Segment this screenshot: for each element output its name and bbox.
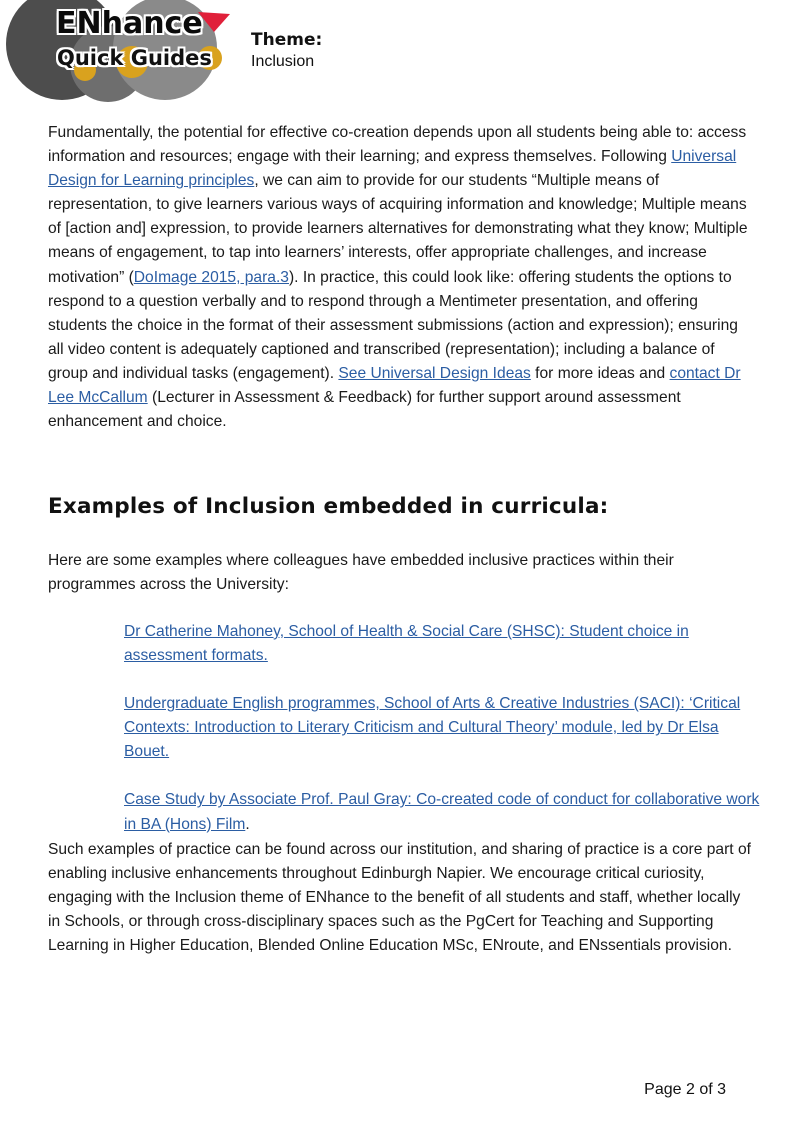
outro-paragraph: Such examples of practice can be found across our institution, and sharing of practice is a core part of enabling inclusive enhancements throughout Edinburgh Napier. We encourage critical curiosity, engaging with the Inclusion theme of ENhance to the benefit of all students and staff, whether locally in Schools, or through cross-disciplinary spaces such as the PgCert for Teaching and Supporting Learning in Higher Education, Blended Online Education MSc, ENroute, and ENssentials provision. xyxy=(48,841,751,955)
intro-text-5: (Lecturer in Assessment & Feedback) for further support around assessment enhancement and choice. xyxy=(48,389,681,431)
examples-heading: Examples of Inclusion embedded in curricula: xyxy=(48,494,609,519)
intro-text-2: , we can aim to provide for our students “Multiple means of representation, to give learners various ways of acquiring information and knowledge; Multiple means of [action and] expression, to provide learners alternatives for demonstrating what they know; Multiple means of engagement, to tap into learners’ interests, offer appropriate challenges, and increase motivation” ( xyxy=(48,172,748,286)
logo-quick-guides-text: Quick Guides xyxy=(57,46,212,70)
list-item xyxy=(124,620,764,668)
contact-lee-mccallum-link[interactable]: contact Dr Lee McCallum xyxy=(48,364,741,407)
intro-text-4: for more ideas and xyxy=(530,364,670,382)
udl-principles-link[interactable]: Universal Design for Learning principles xyxy=(48,148,737,190)
page-content xyxy=(48,121,760,955)
page-number: Page 2 of 3 xyxy=(644,1081,726,1098)
list-item xyxy=(124,692,764,764)
examples-list xyxy=(124,620,764,861)
example-suffix: . xyxy=(245,815,250,833)
enhance-quick-guides-logo xyxy=(0,0,240,105)
example-link-saci[interactable]: Undergraduate English programmes, School of Arts & Creative Industries (SACI): ‘Critical Contexts: Introduction to Literary Criticism and Cultural Theory’ module, led by Dr Elsa Bouet. xyxy=(124,695,741,761)
logo-enhance-text: ENhance xyxy=(56,6,203,41)
dolmage-citation-link[interactable]: DoImage 2015, para.3 xyxy=(133,268,289,286)
intro-text-1: Fundamentally, the potential for effective co-creation depends upon all students being able to: access information and resources; engage with their learning; and express themselves. Following xyxy=(48,124,747,166)
intro-paragraph xyxy=(48,121,753,434)
list-item xyxy=(124,788,764,836)
examples-intro: Here are some examples where colleagues have embedded inclusive practices within their programmes across the University: xyxy=(48,552,674,594)
universal-design-ideas-link[interactable]: See Universal Design Ideas xyxy=(338,364,531,382)
theme-label: Theme: xyxy=(251,30,323,50)
theme-block xyxy=(251,30,322,71)
theme-value: Inclusion xyxy=(251,53,315,70)
example-link-film[interactable]: Case Study by Associate Prof. Paul Gray: Co-created code of conduct for collaborative work in BA (Hons) Film xyxy=(124,791,760,833)
intro-text-3: ). In practice, this could look like: offering students the options to respond to a question verbally and to respond through a Mentimeter presentation, and offering students the choice in the format of their assessment submissions (action and expression); ensuring all video content is adequately captioned and transcribed (representation); including a balance of group and individual tasks (engagement). xyxy=(48,268,738,382)
example-link-shsc[interactable]: Dr Catherine Mahoney, School of Health & Social Care (SHSC): Student choice in assessment formats. xyxy=(124,623,689,665)
